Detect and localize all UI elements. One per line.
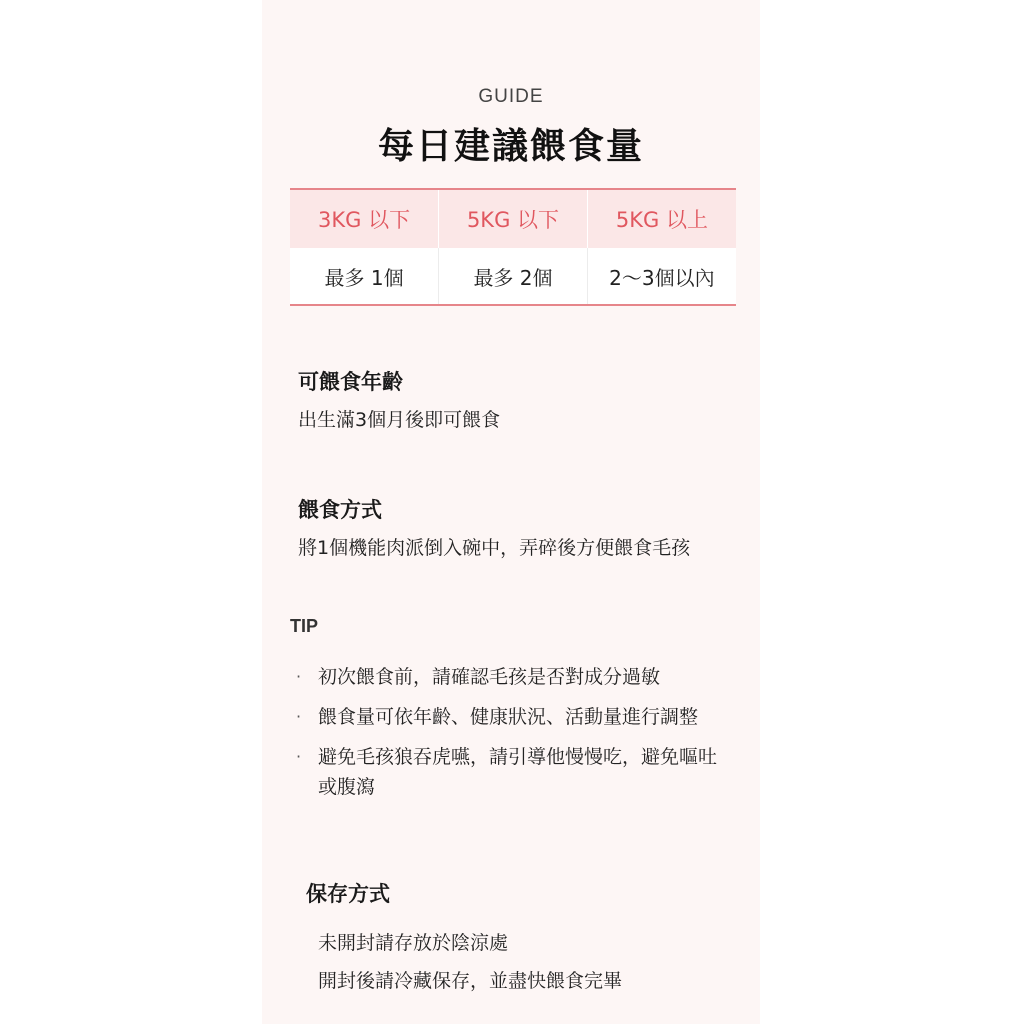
list-item — [296, 662, 756, 692]
bullet-icon: · — [296, 707, 302, 726]
bullet-icon: · — [296, 747, 302, 766]
bullet-icon: · — [296, 667, 302, 686]
table-header-cell: 3KG 以下 — [290, 189, 439, 248]
storage-line: 未開封請存放於陰涼處 — [318, 932, 509, 954]
section-eyebrow: GUIDE — [478, 86, 544, 107]
table-header-cell: 5KG 以下 — [439, 189, 588, 248]
feeding-method-heading: 餵食方式 — [298, 498, 382, 522]
table-cell: 最多 2個 — [439, 248, 588, 305]
table-row — [290, 248, 736, 305]
storage-heading: 保存方式 — [306, 882, 390, 906]
tip-text: 避免毛孩狼吞虎嚥，請引導他慢慢吃，避免嘔吐或腹瀉 — [318, 746, 718, 798]
list-item — [296, 702, 756, 732]
feeding-guide-table — [290, 188, 736, 306]
page-title: 每日建議餵食量 — [377, 126, 644, 167]
feeding-method-text: 將1個機能肉派倒入碗中，弄碎後方便餵食毛孩 — [298, 537, 691, 559]
list-item — [296, 742, 756, 802]
table-header-row — [290, 189, 736, 248]
table-cell: 最多 1個 — [290, 248, 439, 305]
tip-label: TIP — [290, 616, 319, 636]
feeding-age-text: 出生滿3個月後即可餵食 — [298, 409, 501, 431]
tip-text: 餵食量可依年齡、健康狀況、活動量進行調整 — [318, 706, 699, 728]
storage-line: 開封後請冷藏保存，並盡快餵食完畢 — [318, 970, 623, 992]
table-header-cell: 5KG 以上 — [587, 189, 736, 248]
tip-text: 初次餵食前，請確認毛孩是否對成分過敏 — [318, 666, 661, 688]
feeding-age-heading: 可餵食年齡 — [298, 370, 403, 394]
table-cell: 2～3個以內 — [587, 248, 736, 305]
tip-list — [296, 662, 756, 812]
